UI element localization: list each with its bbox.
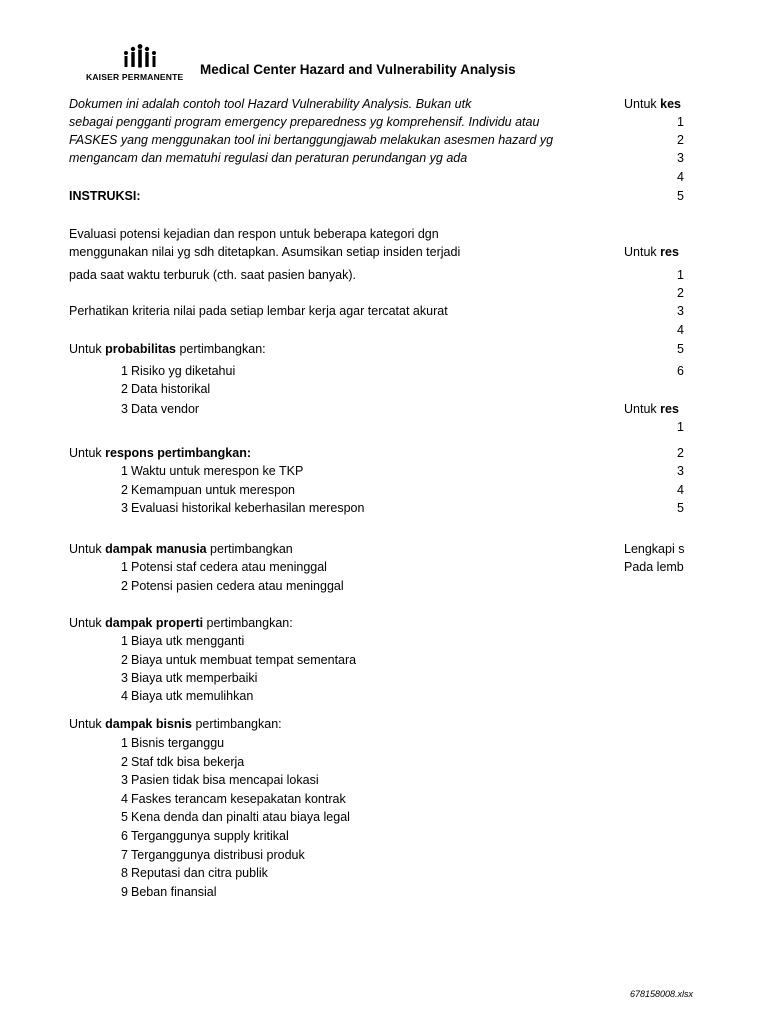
list-item: Potensi pasien cedera atau meninggal <box>131 579 344 593</box>
right-number: 1 <box>677 268 684 282</box>
intro-line-3: FASKES yang menggunakan tool ini bertanggungjawab melakukan asesmen hazard yg <box>69 133 554 147</box>
list-item: Reputasi dan citra publik <box>131 866 268 880</box>
list-item: Risiko yg diketahui <box>131 364 236 378</box>
right-number: 5 <box>677 501 684 515</box>
list-item-number: 6 <box>121 829 128 843</box>
list-item-number: 3 <box>121 501 128 515</box>
list-item: Beban finansial <box>131 885 217 899</box>
intro-line-4: mengancam dan mematuhi regulasi dan peraturan perundangan yg ada <box>69 151 468 165</box>
list-item: Terganggunya supply kritikal <box>131 829 289 843</box>
list-item-number: 1 <box>121 634 128 648</box>
list-item-number: 7 <box>121 848 128 862</box>
list-item: Biaya untuk membuat tempat sementara <box>131 653 357 667</box>
list-item-number: 3 <box>121 671 128 685</box>
right-number: 1 <box>677 115 684 129</box>
dampak-properti-heading: Untuk dampak properti pertimbangkan: <box>69 616 293 630</box>
right-heading-kes: Untuk kes <box>624 97 681 111</box>
kaiser-people-logo-icon <box>122 44 158 70</box>
list-item-number: 2 <box>121 382 128 396</box>
list-item-number: 8 <box>121 866 128 880</box>
right-number: 2 <box>677 133 684 147</box>
probabilitas-heading: Untuk probabilitas pertimbangkan: <box>69 342 266 356</box>
list-item: Biaya utk mengganti <box>131 634 245 648</box>
list-item-number: 2 <box>121 483 128 497</box>
right-number: 2 <box>677 446 684 460</box>
list-item-number: 1 <box>121 560 128 574</box>
list-item-number: 3 <box>121 402 128 416</box>
right-number: 3 <box>677 151 684 165</box>
kaiser-permanente-logo <box>86 44 186 84</box>
right-number: 6 <box>677 364 684 378</box>
right-number: 5 <box>677 342 684 356</box>
right-heading-res-1: Untuk res <box>624 245 679 259</box>
list-item-number: 1 <box>121 464 128 478</box>
instruksi-heading: INSTRUKSI: <box>69 189 141 203</box>
list-item: Faskes terancam kesepakatan kontrak <box>131 792 346 806</box>
intro-line-2: sebagai pengganti program emergency preparedness yg komprehensif. Individu atau <box>69 115 540 129</box>
list-item: Terganggunya distribusi produk <box>131 848 305 862</box>
list-item-number: 4 <box>121 792 128 806</box>
right-number: 3 <box>677 304 684 318</box>
right-lengkapi-text: Lengkapi s <box>624 542 685 556</box>
right-number: 4 <box>677 483 684 497</box>
right-number: 1 <box>677 420 684 434</box>
list-item: Potensi staf cedera atau meninggal <box>131 560 327 574</box>
right-number: 5 <box>677 189 684 203</box>
right-heading-res-2: Untuk res <box>624 402 679 416</box>
list-item: Pasien tidak bisa mencapai lokasi <box>131 773 319 787</box>
right-number: 4 <box>677 323 684 337</box>
intro-line-1: Dokumen ini adalah contoh tool Hazard Vulnerability Analysis. Bukan utk <box>69 97 472 111</box>
list-item-number: 9 <box>121 885 128 899</box>
right-number: 3 <box>677 464 684 478</box>
perhatikan-text: Perhatikan kriteria nilai pada setiap lembar kerja agar tercatat akurat <box>69 304 448 318</box>
list-item-number: 5 <box>121 810 128 824</box>
list-item: Evaluasi historikal keberhasilan merespon <box>131 501 365 515</box>
list-item: Kena denda dan pinalti atau biaya legal <box>131 810 350 824</box>
list-item-number: 4 <box>121 689 128 703</box>
evaluasi-line-1: Evaluasi potensi kejadian dan respon untuk beberapa kategori dgn <box>69 227 439 241</box>
list-item: Biaya utk memulihkan <box>131 689 254 703</box>
logo-text: KAISER PERMANENTE <box>86 72 184 82</box>
list-item-number: 2 <box>121 653 128 667</box>
respons-heading: Untuk respons pertimbangkan: <box>69 446 252 460</box>
right-number: 4 <box>677 170 684 184</box>
right-number: 2 <box>677 286 684 300</box>
evaluasi-line-2: menggunakan nilai yg sdh ditetapkan. Asumsikan setiap insiden terjadi <box>69 245 461 259</box>
evaluasi-line-3: pada saat waktu terburuk (cth. saat pasien banyak). <box>69 268 356 282</box>
list-item: Kemampuan untuk merespon <box>131 483 295 497</box>
list-item-number: 1 <box>121 736 128 750</box>
footer-filename: 678158008.xlsx <box>630 989 694 999</box>
list-item-number: 1 <box>121 364 128 378</box>
page-title: Medical Center Hazard and Vulnerability Analysis <box>200 62 516 77</box>
list-item: Data historikal <box>131 382 211 396</box>
list-item-number: 2 <box>121 579 128 593</box>
dampak-bisnis-heading: Untuk dampak bisnis pertimbangkan: <box>69 717 282 731</box>
list-item: Bisnis terganggu <box>131 736 225 750</box>
list-item: Staf tdk bisa bekerja <box>131 755 245 769</box>
list-item: Biaya utk memperbaiki <box>131 671 258 685</box>
list-item-number: 2 <box>121 755 128 769</box>
list-item-number: 3 <box>121 773 128 787</box>
list-item: Data vendor <box>131 402 200 416</box>
right-pada-lemb-text: Pada lemb <box>624 560 684 574</box>
list-item: Waktu untuk merespon ke TKP <box>131 464 304 478</box>
dampak-manusia-heading: Untuk dampak manusia pertimbangkan <box>69 542 293 556</box>
